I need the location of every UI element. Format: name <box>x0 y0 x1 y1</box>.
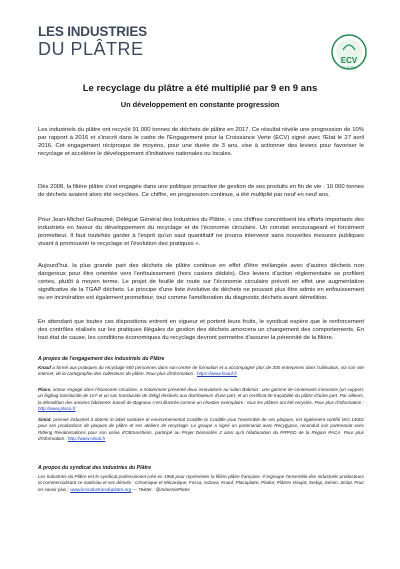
paragraph-landfill: Aujourd'hui, la plus grande part des déchets de plâtre continue en effet d'être mélangée avec d'autres déchets non dangereux pour être orientée vers l'enfouissement (hors casiers dédiés). Des leviers d'action réglementaire se profilent certes, plutôt à moyen terme. Le projet de feuille de route sur l'économie circulaire prévoit en effet une augmentation significative de la TGAP déchets. Le principe d'une liste évolutive de déchets ne pouvant plus être admis en enfouissement ou en incinération est également prometteur, tout comme l'amélioration du diagnostic déchets avant démolition. <box>38 263 364 302</box>
ecv-badge-icon <box>327 30 371 78</box>
syndicat-text: Les Industries du Plâtre est le syndicat professionnel créé en 1966 pour représenter la filière plâtre française. Il regroupe l'ensemble des industriels producteurs et commercialisant ce matériau et ses dérivés : Céramique et Mécanique, Fassa, Isolava, Knauf, Placoplatre, Pladur, Plâtres Vieujot, Sedap, Semin, Siniat. Pour en savoir plus : <box>38 474 364 492</box>
about-knauf <box>38 365 364 378</box>
brand-logo <box>38 24 158 64</box>
page-subtitle: Un développement en constante progression <box>120 100 280 109</box>
paragraph-intro: Les industriels du plâtre ont recyclé 91 000 tonnes de déchets de plâtre en 2017. Ce résultat révèle une progression de 10% par rapport à 2016 et s'inscrit dans le cadre de l'Engagement pour la Croissance Verte (ECV) signé avec l'Etat le 27 avril 2016. Cet engagement réciproque de moyens, pour une durée de 3 ans, vise à actionner des leviers pour favoriser le recyclage et accélérer le développement d'initiatives nationales ou locales. <box>38 127 364 158</box>
about-placo <box>38 387 364 412</box>
paragraph-history: Dès 2008, la filière plâtre s'est engagée dans une politique proactive de gestion de ses produits en fin de vie : 10 000 tonnes de déchets avaient alors été recyclées. Ce chiffre, en progression continue, a été multiplié par neuf en neuf ans. <box>38 184 364 199</box>
siniat-text: , premier industriel à obtenir le label sanitaire et environnemental Craddle to Craddle pour l'ensemble de ses plaques, est également certifié ISO 14001 pour ses productions de plaques de plâtre et ses ateliers de recyclage. Le groupe a signé un partenariat avec Recygypse, reconduit son partenariat avec Ritleng Revalorisations pour son usine d'Ottmarsheim, participé au Projet Démocliès 2 ainsi qu'à l'élaboration du PRPGD de la Région PACA. Pour plus d'information : <box>38 417 364 441</box>
siniat-link[interactable]: http://www.siniat.fr <box>68 435 106 441</box>
syndicat-twitter[interactable]: Twitter : @IndustriePlatre <box>138 486 190 492</box>
placo-text: , acteur engagé dans l'économie circulaire, a notamment présenté deux innovations au salon Batimat : une gamme de contenants innovants (un support, un bigbag translucide de 1m³ et un sac translucide de 25kg) destinés aux distributeurs d'une part, et un certificat de traçabilité du plâtre d'autre part. Par ailleurs, la démolition des anciens bâtiments Sanofi de Bagneux s'est illustrée comme un chantier exemplaire : tous les plâtres ont été recyclés. Pour plus d'information : <box>38 387 364 405</box>
syndicat-link[interactable]: www.lesindustriesduplatre.org <box>70 486 132 492</box>
ecv-badge-subtext: PLÂTRE <box>342 66 356 70</box>
ecv-badge-text: ECV <box>340 56 358 65</box>
knauf-text: a formé aux pratiques du recyclage 550 personnes dans son centre de formation et a accompagné plus de 300 entreprises dans l'utilisation, via son site internet, de la cartographie des collecteurs de plâtre. Pour plus d'information : <box>38 365 364 377</box>
about-syndicat-heading: A propos du syndicat des industries du Plâtre <box>38 465 152 471</box>
about-siniat <box>38 417 364 442</box>
page-title: Le recyclage du plâtre a été multiplié par 9 en 9 ans <box>82 83 318 94</box>
about-engagement-heading: A propos de l'engagement des industriels du Plâtre <box>38 356 165 362</box>
placo-link[interactable]: http://www.placo.fr <box>38 405 76 411</box>
siniat-name: Siniat <box>38 417 51 422</box>
paragraph-outlook: En attendant que toutes ces dispositions entrent en vigueur et portent leurs fruits, le syndicat espère que le renforcement des contrôles réalisés sur les pratiques illégales de gestion des déchets amorcera un changement des comportements. En tout état de cause, les conditions économiques du recyclage devront permettre d'assurer la pérennité de la filière. <box>38 319 364 342</box>
about-syndicat: Les Industries du Plâtre est le syndicat professionnel créé en 1966 pour représenter la filière plâtre française. Il regroupe l'ensemble des industriels producteurs et commercialisant ce matériau et ses dérivés : Céramique et Mécanique, Fassa, Isolava, Knauf, Placoplatre, Pladur, Plâtres Vieujot, Sedap, Semin, Siniat. Pour en savoir plus : www.lesindustriesduplatre.org — Twitter : @IndustriePlatre <box>38 474 364 492</box>
knauf-link[interactable]: https://www.knauf.fr <box>196 371 238 377</box>
paragraph-quote: Pour Jean-Michel Guihaumé, Délégué Général des Industries du Plâtre, « ces chiffres concrétisent les efforts importants des industriels en faveur du développement du recyclage et de l'économie circulaire. Un constat encourageant et forcément prometteur. Il faut toutefois garder à l'esprit qu'un saut quantitatif ne pourra intervenir sans nouvelles mesures publiques visant à promouvoir le recyclage et l'évolution des pratiques ». <box>38 217 364 248</box>
logo-line-2: DU PLÂTRE <box>38 39 144 59</box>
logo-line-1: LES INDUSTRIES <box>38 24 147 39</box>
placo-name: Placo <box>38 387 51 392</box>
knauf-name: Knauf <box>38 365 52 370</box>
